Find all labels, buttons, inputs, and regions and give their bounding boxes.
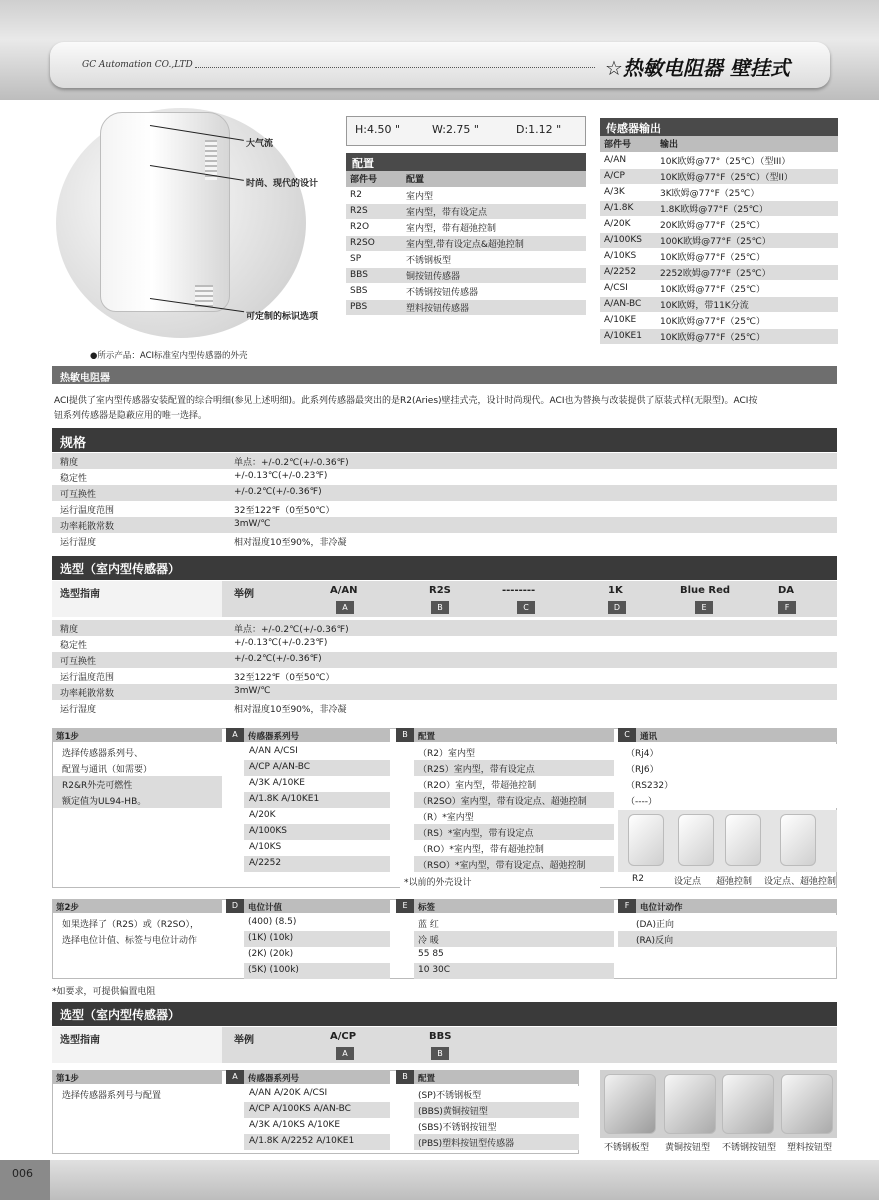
list-item: （R2O）室内型，带超弛控制 (414, 776, 614, 792)
table-row: A/20K 20K欧姆@77°F（25℃） (600, 216, 838, 232)
table-row: SP 不锈钢板型 (346, 251, 586, 267)
table-row: A/CSI 10K欧姆@77°F（25℃） (600, 280, 838, 296)
letter-e: E (695, 601, 713, 614)
table-row: A/100KS 100K欧姆@77°F（25℃） (600, 232, 838, 248)
callout-logo: 可定制的标识选项 (246, 312, 319, 322)
step2-label: 第2步 (52, 899, 222, 913)
list-item: 冷 暖 (414, 931, 614, 947)
col-e-title: 标签 (414, 899, 614, 913)
thermistor-text-1: ACI提供了室内型传感器安装配置的综合明细(参见上述明细)。此系列传感器最突出的是R2(Aries)壁挂式壳，设计时尚现代。ACI也为替换与改装提供了原装式样(无限型)。ACI按 (54, 396, 758, 406)
config-title: 配置 (346, 153, 586, 171)
housing-r2-image (628, 814, 664, 866)
list-item: （RJ6） (622, 760, 837, 776)
list-item: (400) (8.5) (244, 915, 390, 931)
list-item: A/3K A/10KE (244, 776, 390, 792)
list-item: 55 85 (414, 947, 614, 963)
col-letter-c: C (618, 728, 636, 742)
letter2-a: A (336, 1047, 354, 1060)
list-item: (DA)正向 (632, 915, 837, 931)
list-item: （RSO）*室内型，带有设定点、超弛控制 (414, 856, 614, 872)
list-item: (1K) (10k) (244, 931, 390, 947)
step1-line: 额定值为UL94-HB。 (53, 792, 222, 808)
table-row: A/3K 3K欧姆@77°F（25℃） (600, 184, 838, 200)
selection-heading: 选型（室内型传感器） (52, 556, 837, 580)
company-name: GC Automation CO.,LTD (82, 60, 193, 70)
example-f: DA (778, 585, 795, 596)
callout-airflow: 大气流 (246, 139, 274, 149)
table-row: A/10KS 10K欧姆@77°F（25℃） (600, 248, 838, 264)
col-b-title: 配置 (414, 728, 614, 742)
stainless-button-image (722, 1074, 774, 1134)
list-item: A/100KS (244, 824, 390, 840)
example2-a: A/CP (330, 1031, 357, 1042)
table-row: A/CP 10K欧姆@77°F（25℃）（型II） (600, 168, 838, 184)
example-e: Blue Red (680, 585, 731, 596)
output-table (600, 118, 838, 345)
table-row: A/10KE1 10K欧姆@77°F（25℃） (600, 328, 838, 344)
table-row: PBS 塑料按钮传感器 (346, 299, 586, 315)
image-label: 设定点、超弛控制 (764, 877, 837, 887)
col-letter-b: B (396, 728, 414, 742)
dim-depth: D:1.12 " (516, 123, 562, 136)
list-item: （Rj4） (622, 744, 837, 760)
image-label: 黄铜按钮型 (665, 1143, 711, 1153)
dotted-leader (195, 67, 595, 68)
brass-button-image (664, 1074, 716, 1134)
table-row: R2 室内型 (346, 187, 586, 203)
config-table (346, 153, 586, 316)
footer-band (0, 1160, 879, 1200)
list-item: A/10KS (244, 840, 390, 856)
letter-b: B (431, 601, 449, 614)
list-item: A/AN A/CSI (244, 744, 390, 760)
col-d-title: 电位计值 (244, 899, 390, 913)
list-item: 10 30C (414, 963, 614, 979)
step1-line: R2&R外壳可燃性 (53, 776, 222, 792)
example2-b: BBS (429, 1031, 452, 1042)
list-item: （RS232） (622, 776, 837, 792)
step1b-line: 选择传感器系列号与配置 (58, 1086, 165, 1102)
col2-b-title: 配置 (414, 1070, 579, 1084)
table-row: A/AN 10K欧姆@77°（25℃）（型III） (600, 152, 838, 168)
list-item: A/20K (244, 808, 390, 824)
list-item: A/1.8K A/10KE1 (244, 792, 390, 808)
list-item: A/CP A/100KS A/AN-BC (244, 1102, 390, 1118)
selection2-guide-label: 选型指南 (60, 1035, 100, 1046)
output-title: 传感器输出 (600, 118, 838, 136)
list-item: A/CP A/AN-BC (244, 760, 390, 776)
list-item: A/2252 (244, 856, 390, 872)
letter-c: C (517, 601, 535, 614)
table-row: 精度 单点：+/-0.2℃(+/-0.36℉) (52, 453, 837, 469)
list-item: (5K) (100k) (244, 963, 390, 979)
step2-line: 如果选择了（R2S）或（R2SO）， (58, 915, 203, 931)
table-row: 可互换性 +/-0.2℃(+/-0.36℉) (52, 485, 837, 501)
col-letter-a: A (226, 728, 244, 742)
list-item: （RS）*室内型，带有设定点 (414, 824, 614, 840)
output-col-part: 部件号 (600, 136, 656, 152)
letter-a: A (336, 601, 354, 614)
stainless-plate-image (604, 1074, 656, 1134)
spec-heading: 规格 (52, 428, 837, 452)
list-item: A/3K A/10KS A/10KE (244, 1118, 390, 1134)
table-row: A/AN-BC 10K欧姆，带11K分流 (600, 296, 838, 312)
housing-override-image (725, 814, 761, 866)
selection-guide-label: 选型指南 (60, 589, 100, 600)
col2-a-title: 传感器系列号 (244, 1070, 390, 1084)
table-row: R2S 室内型，带有设定点 (346, 203, 586, 219)
page-number: 006 (12, 1167, 33, 1180)
table-row: A/2252 2252欧姆@77°F（25℃） (600, 264, 838, 280)
selection2-heading: 选型（室内型传感器） (52, 1002, 837, 1026)
table-row: 运行湿度 相对湿度10至90%，非冷凝 (52, 700, 837, 716)
table-row: 运行温度范围 32至122℉（0至50℃） (52, 501, 837, 517)
callout-design: 时尚、现代的设计 (246, 179, 319, 189)
list-item: （R2SO）室内型，带有设定点、超弛控制 (414, 792, 614, 808)
image-label: 不锈钢板型 (604, 1143, 650, 1153)
example-a: A/AN (330, 585, 358, 596)
product-vent-bottom (195, 285, 213, 307)
dim-height: H:4.50 " (355, 123, 401, 136)
list-item: （RO）*室内型，带有超弛控制 (414, 840, 614, 856)
image-label: 塑料按钮型 (787, 1143, 833, 1153)
bias-note: *如要求，可提供偏置电阻 (52, 987, 156, 997)
list-item: (SP)不锈钢板型 (414, 1086, 579, 1102)
table-row: 可互换性 +/-0.2℃(+/-0.36℉) (52, 652, 837, 668)
example-b: R2S (429, 585, 451, 596)
list-item: （----） (622, 792, 837, 808)
col2-letter-a: A (226, 1070, 244, 1084)
table-row: A/10KE 10K欧姆@77°F（25℃） (600, 312, 838, 328)
step1-line: 配置与通讯（如需要） (58, 760, 156, 776)
list-item: （R）*室内型 (414, 808, 614, 824)
table-row: R2SO 室内型,带有设定点&超弛控制 (346, 235, 586, 251)
step1-label: 第1步 (52, 728, 222, 742)
image-label: R2 (632, 874, 644, 884)
table-row: 精度 单点：+/-0.2℃(+/-0.36℉) (52, 620, 837, 636)
thermistor-text-2: 钮系列传感器是隐蔽应用的唯一选择。 (54, 411, 208, 421)
letter-d: D (608, 601, 626, 614)
product-caption: ●所示产品：ACI标准室内型传感器的外壳 (90, 351, 248, 361)
dim-width: W:2.75 " (432, 123, 479, 136)
list-item: （R2S）室内型，带有设定点 (414, 760, 614, 776)
table-row: R2O 室内型，带有超弛控制 (346, 219, 586, 235)
image-label: 设定点 (674, 877, 702, 887)
step1-line: 选择传感器系列号、 (58, 744, 147, 760)
housing-setpoint-override-image (780, 814, 816, 866)
housing-setpoint-image (678, 814, 714, 866)
page-number-tab (0, 1160, 50, 1200)
list-item: (SBS)不锈钢按钮型 (414, 1118, 579, 1134)
list-item: A/1.8K A/2252 A/10KE1 (244, 1134, 390, 1150)
example-d: 1K (608, 585, 623, 596)
col-f-title: 电位计动作 (636, 899, 837, 913)
thermistor-heading: 热敏电阻器 (52, 366, 837, 384)
output-col-output: 输出 (656, 136, 838, 152)
list-item: (RA)反向 (618, 931, 837, 947)
table-row: 稳定性 +/-0.13℃(+/-0.23℉) (52, 469, 837, 485)
table-row: BBS 铜按钮传感器 (346, 267, 586, 283)
letter2-b: B (431, 1047, 449, 1060)
table-row: 运行湿度 相对湿度10至90%，非冷凝 (52, 533, 837, 549)
step1b-label: 第1步 (52, 1070, 222, 1084)
col-a-title: 传感器系列号 (244, 728, 390, 742)
list-item: (2K) (20k) (244, 947, 390, 963)
table-row: 运行温度范围 32至122℉（0至50℃） (52, 668, 837, 684)
table-row: 稳定性 +/-0.13℃(+/-0.23℉) (52, 636, 837, 652)
footnote: *以前的外壳设计 (400, 873, 600, 889)
col-letter-d: D (226, 899, 244, 913)
letter-f: F (778, 601, 796, 614)
image-label: 超弛控制 (716, 877, 753, 887)
col2-letter-b: B (396, 1070, 414, 1084)
config-col-part: 部件号 (346, 171, 402, 187)
image-label: 不锈钢按钮型 (722, 1143, 777, 1153)
table-row: A/1.8K 1.8K欧姆@77°F（25℃） (600, 200, 838, 216)
col-c-title: 通讯 (636, 728, 837, 742)
list-item: (PBS)塑料按钮型传感器 (414, 1134, 579, 1150)
table-row: SBS 不锈钢按钮传感器 (346, 283, 586, 299)
page-title: ☆热敏电阻器 壁挂式 (605, 56, 790, 80)
list-item: 蓝 红 (414, 915, 614, 931)
plastic-button-image (781, 1074, 833, 1134)
step2-line: 选择电位计值、标签与电位计动作 (58, 931, 201, 947)
table-row: 功率耗散常数 3mW/℃ (52, 684, 837, 700)
list-item: （R2）室内型 (414, 744, 614, 760)
example2-label: 举例 (234, 1035, 254, 1046)
example-label: 举例 (234, 589, 254, 600)
table-row: 功率耗散常数 3mW/℃ (52, 517, 837, 533)
col-letter-f: F (618, 899, 636, 913)
list-item: A/AN A/20K A/CSI (244, 1086, 390, 1102)
col-letter-e: E (396, 899, 414, 913)
list-item: (BBS)黄铜按钮型 (414, 1102, 579, 1118)
example-c: -------- (502, 585, 536, 596)
config-col-config: 配置 (402, 171, 586, 187)
